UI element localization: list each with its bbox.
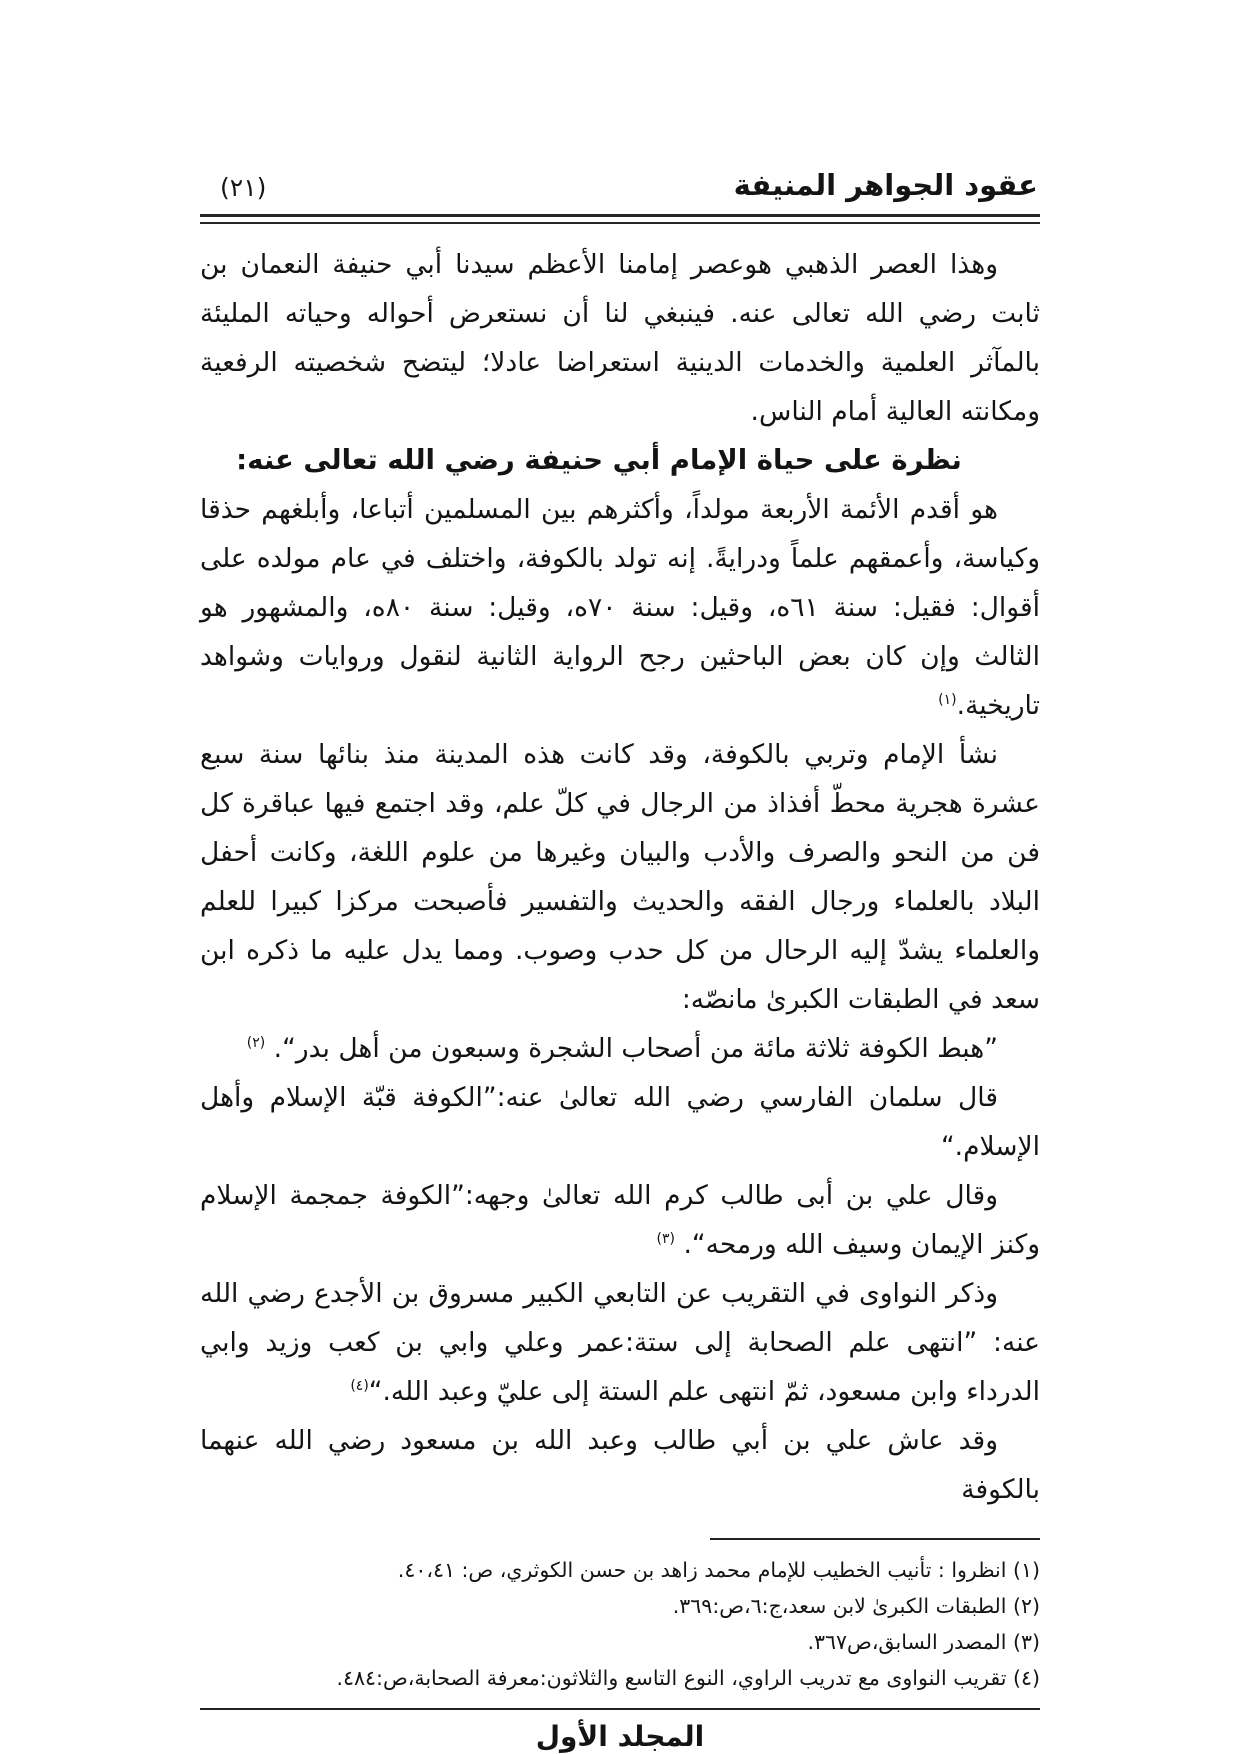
paragraph — [200, 1416, 1040, 1514]
book-title: عقود الجواهر المنيفة — [733, 168, 1038, 202]
footer-divider — [200, 1708, 1040, 1710]
paragraph-text: وهذا العصر الذهبي هوعصر إمامنا الأعظم سيدنا أبي حنيفة النعمان بن ثابت رضي الله تعالى عنه. فينبغي لنا أن نستعرض أحواله وحياته المليئة بالمآثر العلمية والخدمات الدينية استعراضا عادلا؛ ليتضح شخصيته الرفعية ومكانته العالية أمام الناس. — [200, 249, 1040, 427]
page-number: (٢١) — [220, 173, 267, 202]
paragraph-text: وقد عاش علي بن أبي طالب وعبد الله بن مسعود رضي الله عنهما بالكوفة — [200, 1425, 1040, 1505]
page-header — [200, 168, 1040, 214]
volume-label: المجلد الأول — [535, 1720, 705, 1753]
footnote-item: (٣) المصدر السابق،ص٣٦٧. — [807, 1630, 1040, 1654]
paragraph-text: وذكر النواوى في التقريب عن التابعي الكبير مسروق بن الأجدع رضي الله عنه: ”انتهى علم الصحابة إلى ستة:عمر وعلي وابي بن كعب وزيد وابي الدرداء وابن مسعود، ثمّ انتهى علم الستة إلى عليّ وعبد الله.“ — [200, 1278, 1040, 1407]
header-divider — [200, 214, 1040, 224]
paragraph — [200, 1171, 1040, 1269]
footnote-ref-3: (٣) — [656, 1231, 676, 1248]
paragraph-text: ”هبط الكوفة ثلاثة مائة من أصحاب الشجرة وسبعون من أهل بدر“. — [273, 1033, 998, 1064]
paragraph — [200, 1269, 1040, 1416]
paragraph — [200, 1073, 1040, 1171]
paragraph — [200, 240, 1040, 436]
paragraph-text: هو أقدم الأئمة الأربعة مولداً، وأكثرهم بين المسلمين أتباعا، وأبلغهم حذقا وكياسة، وأعمقهم علماً ودرايةً. إنه تولد بالكوفة، واختلف في عام مولده على أقوال: فقيل: سنة ٦١ه، وقيل: سنة ٧٠ه، وقيل: سنة ٨٠ه، والمشهور هو الثالث وإن كان بعض الباحثين رجح الرواية الثانية لنقول وروايات وشواهد تاريخية. — [200, 494, 1041, 721]
section-heading: نظرة على حياة الإمام أبي حنيفة رضي الله تعالى عنه: — [236, 444, 962, 476]
paragraph-text: وقال علي بن أبى طالب كرم الله تعالىٰ وجهه:”الكوفة جمجمة الإسلام وكنز الإيمان وسيف الله ورمحه“. — [200, 1180, 1040, 1260]
footnotes-section — [200, 1538, 1040, 1696]
footnotes-divider — [710, 1538, 1040, 1540]
footnote-ref-4: (٤) — [350, 1378, 369, 1395]
quote-paragraph — [200, 1024, 1040, 1073]
paragraph-text: نشأ الإمام وتربي بالكوفة، وقد كانت هذه المدينة منذ بنائها سنة سبع عشرة هجرية محطّ أفذاذ من الرجال في كلّ علم، وقد اجتمع فيها عباقرة كل فن من النحو والصرف والأدب والبيان وغيرها من علوم اللغة، وكانت أحفل البلاد بالعلماء ورجال الفقه والحديث والتفسير فأصبحت مركزا كبيرا للعلم والعلماء يشدّ إليه الرحال من كل حدب وصوب. ومما يدل عليه ما ذكره ابن سعد في الطبقات الكبرىٰ مانصّه: — [200, 739, 1040, 1015]
body-text — [200, 240, 1040, 1514]
footnote-ref-1: (١) — [938, 692, 957, 709]
footnote-item: (٢) الطبقات الكبرىٰ لابن سعد،ج:٦،ص:٣٦٩. — [672, 1594, 1040, 1618]
footnote-item: (١) انظروا : تأنيب الخطيب للإمام محمد زاهد بن حسن الكوثري، ص: ٤٠،٤١. — [397, 1558, 1040, 1582]
paragraph — [200, 485, 1040, 730]
footnote-ref-2: (٢) — [246, 1035, 266, 1052]
paragraph — [200, 730, 1040, 1024]
footnote-item: (٤) تقريب النواوى مع تدريب الراوي، النوع التاسع والثلاثون:معرفة الصحابة،ص:٤٨٤. — [336, 1666, 1040, 1690]
paragraph-text: قال سلمان الفارسي رضي الله تعالىٰ عنه:”الكوفة قبّة الإسلام وأهل الإسلام.“ — [200, 1082, 1040, 1162]
